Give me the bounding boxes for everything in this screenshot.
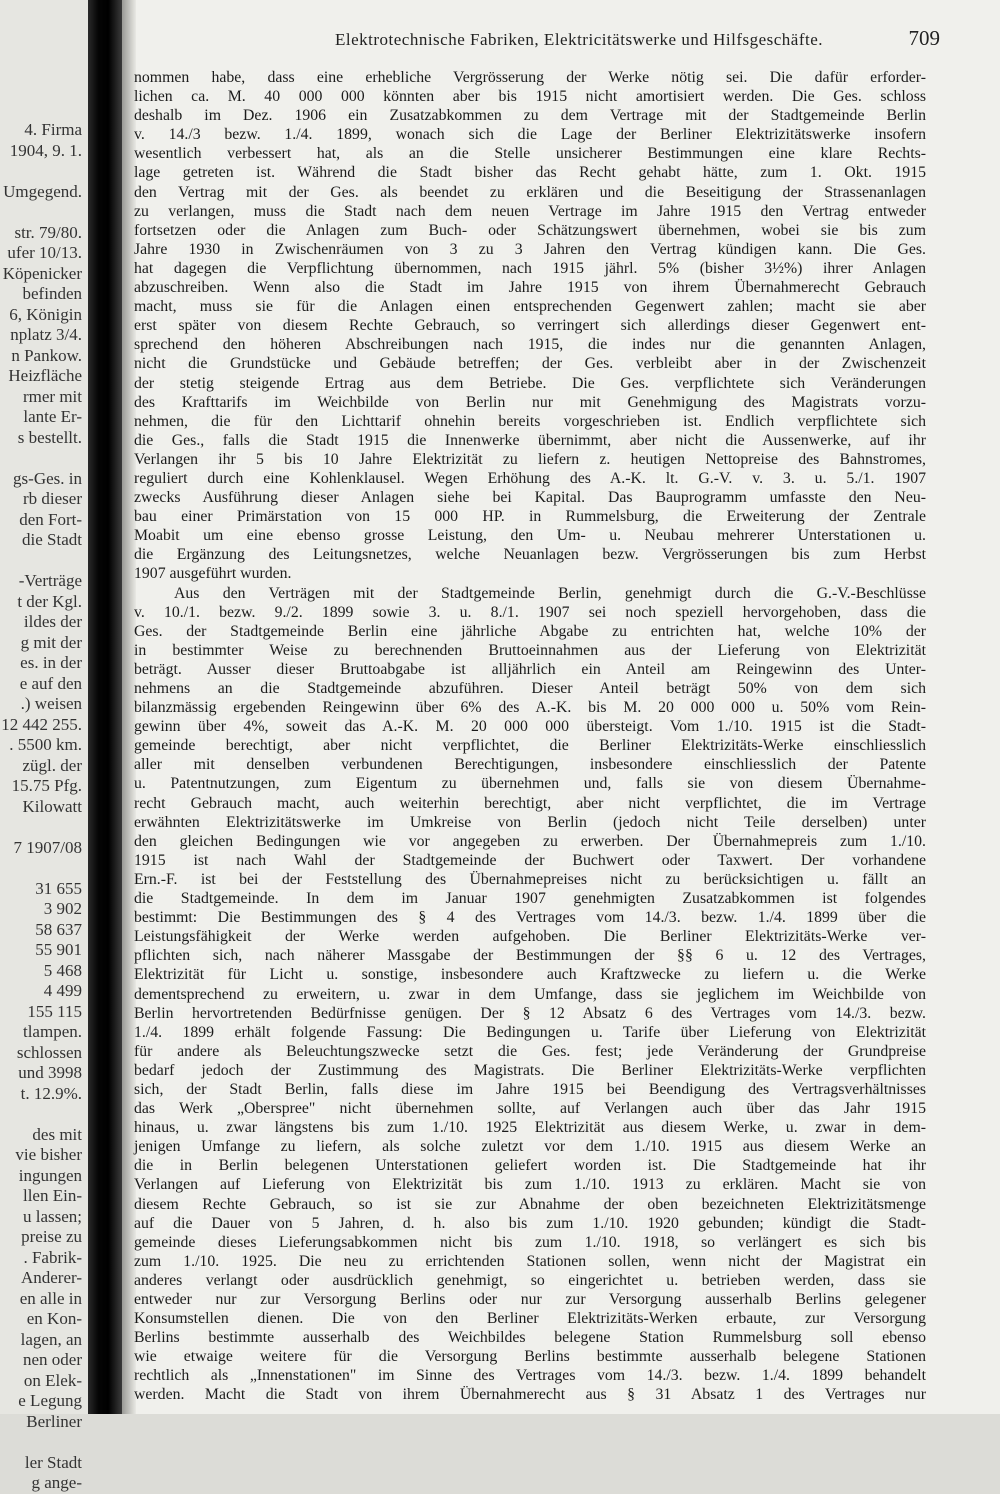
text-line: sich, der Stadt Berlin, falls diese im Jahre 1915 bei Beendigung des Vertragsverhältnisses [134,1080,926,1098]
text-line: das Werk „Oberspree" nicht übernehmen sollte, auf Verlangen auch über das Jahr 1915 [134,1100,926,1118]
text-line: wie etwaige weitere für die Versorgung Berlins bestimmte ausserhalb belegene Stationen [134,1348,926,1366]
previous-page-line: rmer mit [22,386,82,406]
text-line: sprechend den höheren Abschreibungen nach 1915, die indes nur die genannten Anlagen, [134,336,926,354]
text-line: pflichten sich, nach näherer Massgabe der Bestimmungen der §§ 6 u. 12 des Vertrages, [134,947,926,965]
text-line: Aus den Verträgen mit der Stadtgemeinde Berlin, genehmigt durch die G.-V.-Beschlüsse [174,584,926,602]
previous-page-line: lante Er- [23,407,82,426]
previous-page-line [1,1104,82,1125]
text-line: hinaus, u. zwar längstens bis zum 1./10. 1925 Elektrizität aus diesem Werke, u. zwar in dem- [134,1119,926,1137]
previous-page-line: en Kon- [26,1309,82,1328]
previous-page-line: Kilowatt [22,796,82,816]
previous-page-line: 5 468 [43,960,82,980]
previous-page-line [1,448,82,469]
previous-page-line: t. 12.9%. [20,1083,82,1103]
previous-page-line [1,1432,82,1453]
text-line: nommen habe, dass eine erhebliche Vergrösserung der Werke nötig sei. Die dafür erforder- [134,69,926,86]
previous-page-line: vie bisher [15,1145,82,1164]
previous-page-line: 6, Königin [9,304,82,324]
previous-page-line: ildes der [23,612,82,631]
previous-page-line: . 5500 km. [9,735,82,754]
previous-page-line: e Legung [18,1391,82,1410]
text-line: in bestimmter Weise zu berechnenden Bruttoeinnahmen aus der Lieferung von Elektrizität [134,641,926,659]
book-gutter [88,0,122,1414]
previous-page-line: befinden [22,284,82,303]
previous-page-line: g ange- [31,1473,82,1492]
previous-page-line: 4 499 [43,981,82,1000]
previous-page-line: preise zu [21,1227,82,1246]
text-line: bestimmt: Die Bestimmungen des § 4 des Vertrages vom 14./3. bezw. 1./4. 1899 über die [134,909,926,927]
text-line: nicht die Grundstücke und Gebäude betreffen; der Ges. verbleibt aber in der Zwischenzeit [134,355,926,373]
text-line: Jahre 1930 in Zwischenräumen von 3 zu 3 Jahren den Vertrag kündigen kann. Die Ges. [134,240,926,258]
previous-page-line: zügl. der [22,755,82,775]
text-line: Ges. der Stadtgemeinde Berlin eine jährliche Abgabe zu entrichten hat, welche 10% der [134,622,926,640]
text-line: abzuschreiben. Wenn also die Stadt im Jahre 1915 von ihrem Übernahmerecht Gebrauch [134,279,926,297]
previous-page-line: tlampen. [22,1022,82,1041]
previous-page-line: Heizfläche [8,366,82,385]
previous-page-line: nen oder [22,1350,82,1369]
text-line: Konsumstellen dienen. Die von den Berliner Elektrizitäts-Werken erbaute, zur Versorgung [134,1310,926,1328]
text-line: Ern.-F. ist bei der Feststellung des Übernahmepreises nicht zu berücksichtigen u. fällt an [134,870,926,888]
previous-page-line: gs-Ges. in [13,468,82,488]
text-line: v. 10./1. bezw. 9./2. 1899 sowie 3. u. 8./1. 1907 sei noch speziell hervorgehoben, dass die [134,603,926,621]
previous-page-line [1,551,82,572]
previous-page-line: ler Stadt [24,1452,82,1472]
text-line: entweder nur zur Versorgung Berlins oder nur zur Versorgung ausserhalb Berlins gelegener [134,1291,926,1308]
previous-page-fragment [0,0,88,1492]
previous-page-line: llen Ein- [22,1186,82,1205]
text-line: Berlin hervortretenden Bedürfnisse genügen. Der § 12 Absatz 6 des Vertrages vom 14./3. bezw. [134,1004,926,1022]
previous-page-line: g mit der [20,632,82,652]
text-line: der stetig steigende Ertrag aus dem Betriebe. Die Ges. verpflichtete sich Veränderungen [134,374,926,392]
previous-page-line [1,858,82,879]
text-line: gemeinde berechtigt, aber nicht verpflichtet, die Berliner Elektrizitäts-Werke einschliesslich [134,737,926,755]
text-line: bau einer Primärstation von 15 000 HP. in Rummelsburg, die Erweiterung der Zentrale [134,508,926,526]
text-line: rechtlich als „Innenstationen" im Sinne des Vertrages vom 14./3. bezw. 1./4. 1899 behandelt [134,1367,926,1385]
text-line: lichen ca. M. 40 000 000 könnten aber bis 1915 nicht amortisiert werden. Die Ges. schloss [134,88,926,106]
previous-page-line: 31 655 [35,878,82,898]
text-line: des Krafttarifs im Weichbilde von Berlin nur mit Genehmigung des Magistrats vorzu- [134,393,926,411]
previous-page-line: 1904, 9. 1. [9,140,82,160]
previous-page-text-column [1,120,82,1494]
text-line: gewinn über 4%, soweit das A.-K. M. 20 000 000 übersteigt. Vom 1./10. 1915 ist die Stadt- [134,718,926,736]
text-line: die Stadtgemeinde. In dem im Januar 1907 genehmigten Zusatzabkommen ist folgendes [134,890,926,908]
text-line: anderes verlangt oder ausdrücklich genehmigt, so eingerichtet u. betrieben werden, dass sie [134,1271,926,1289]
text-line: Verlangen ihr 5 bis 10 Jahre Elektrizität zu liefern z. heutigen Nettopreise des Bahnstromes, [134,450,926,468]
previous-page-line: schlossen [16,1042,82,1062]
text-line: den Vertrag mit der Ges. als beendet zu erklären und die Beseitigung der Strassenanlagen [134,183,926,201]
running-head: Elektrotechnische Fabriken, Elektricitätswerke und Hilfsgeschäfte. [334,30,824,49]
previous-page-line: es. in der [20,653,82,672]
previous-page-line: u lassen; [22,1206,82,1226]
text-line: wesentlich verbessert hat, als an die Stelle unsicherer Bestimmungen eine klare Rechts- [134,145,926,163]
text-line: u. Patentnutzungen, zum Eigentum zu übernehmen und, falls sie von diesem Übernahme- [134,775,926,793]
text-line: Moabit um eine ebenso grosse Leistung, den Um- u. Neubau mehrerer Unterstationen u. [134,527,926,545]
text-line: reguliert durch eine Kohlenklausel. Wegen Erhöhung des A.-K. lt. G.-V. v. 3. u. 5./1. 1907 [134,469,926,487]
text-line: lage getreten ist. Während die Stadt bisher das Recht gehabt hätte, zum 1. Okt. 1915 [134,164,926,182]
text-line: werden. Macht die Stadt von ihrem Übernahmerecht aus § 31 Absatz 1 des Vertrages nur [134,1386,926,1404]
previous-page-line: on Elek- [23,1370,82,1390]
text-line: dementsprechend zu erweitern, u. zwar in dem Umfange, dass sie jeglichem im Weichbilde von [134,985,926,1003]
text-line: diesem Rechte Gebrauch, so ist sie zur Abnahme der oben bezeichneten Elektrizitätsmenge [134,1195,926,1213]
previous-page-line: . Fabrik- [23,1247,82,1267]
previous-page-line [1,202,82,223]
previous-page-line: Berliner [26,1411,82,1431]
text-line: 1907 ausgeführt wurden. [134,565,292,583]
text-line: Elektrizität für Licht u. sonstige, insbesondere auch Kraftzwecke zu liefern u. die Werke [134,966,926,984]
text-line: 1./4. 1899 erhält folgende Fassung: Die Bedingungen u. Tarife über Lieferung von Elektrizität [134,1023,926,1041]
text-line: Berlins bestimmte ausserhalb des Weichbildes belegene Station Rummelsburg soll ebenso [134,1329,926,1347]
text-line: für andere als Beleuchtungszwecke setzt die Ges. fest; jede Veränderung der Grundpreise [134,1042,926,1060]
text-line: bilanzmässig ergebenden Reingewinn über 6% des A.-K. bis M. 20 000 000 u. 50% vom Rein- [134,699,926,717]
previous-page-line: des mit [32,1124,82,1144]
previous-page-line [1,817,82,838]
previous-page-line: 4. Firma [24,120,82,139]
text-line: zu verlangen, muss die Stadt nach dem neuen Vertrage im Jahre 1915 den Vertrag entweder [134,202,926,220]
text-line: fortsetzen oder die Anlagen zum Buch- oder Schätzungswert übernehmen, wobei sie bis zum [134,221,926,239]
previous-page-line: t der Kgl. [17,591,82,611]
page-number: 709 [908,26,940,50]
page [122,0,1000,1414]
body-text [134,68,926,1405]
text-line: nehmens an die Stadtgemeinde abzuführen. Dieser Anteil beträgt 50% von dem sich [134,680,926,697]
text-line: auf die Dauer von 5 Jahren, d. h. also bis zum 1./10. 1920 gebunden; kündigt die Stadt- [134,1214,926,1232]
previous-page-line: s bestellt. [17,427,82,447]
previous-page-line: Anderer- [20,1268,82,1287]
previous-page-line: nplatz 3/4. [10,325,82,344]
text-line: aller mit denselben verbundenen Berechtigungen, insbesondere einschliesslich der Patente [134,756,926,774]
text-line: macht, muss sie für die Anlagen einen entsprechenden Gegenwert zahlen; macht sie aber [134,298,926,316]
text-line: den gleichen Bedingungen wie vor angegeben zu erwerben. Der Übernahmepreis zum 1./10. [134,832,926,850]
text-line: bedarf jedoch der Zustimmung des Magistrats. Die Berliner Elektrizitäts-Werke verpflichten [134,1061,926,1079]
previous-page-line: ufer 10/13. [7,243,82,262]
previous-page-line: 7 1907/08 [13,837,82,857]
text-line: deshalb im Dez. 1906 ein Zusatzabkommen zu dem Vertrage mit der Stadtgemeinde Berlin [134,107,926,125]
previous-page-line: lagen, an [20,1329,82,1349]
previous-page-line: -Verträge [18,571,82,590]
previous-page-line: 3 902 [43,899,82,918]
text-line: nehmen, die für den Lichttarif ohnehin bereits vorgeschrieben ist. Endlich verpflichtete sich [134,412,926,430]
previous-page-line [1,161,82,182]
text-line: beträgt. Ausser dieser Bruttoabgabe ist alljährlich ein Anteil am Reingewinn des Unter- [134,660,926,678]
previous-page-line: und 3998 [18,1063,82,1082]
previous-page-line: n Pankow. [11,345,82,365]
text-line: die in Berlin belegenen Unterstationen geliefert worden ist. Die Stadtgemeinde hat ihr [134,1157,926,1175]
previous-page-line: Köpenicker [2,263,82,283]
text-line: die Ges., falls die Stadt 1915 die Innenwerke übernimmt, aber nicht die Aussenwerke, auf ihr [134,431,926,449]
text-line: erst später von diesem Rechte Gebrauch, so verringert sich allerdings dieser Gegenwert ent- [134,317,926,335]
previous-page-line: 55 901 [35,940,82,959]
text-line: v. 14./3 bezw. 1./4. 1899, wonach sich die Lage der Berliner Elektrizitätswerke insofern [134,126,926,144]
previous-page-line: 155 115 [27,1001,82,1021]
previous-page-line: rb dieser [22,489,82,508]
text-line: Verlangen auf Lieferung von Elektrizität bis zum 1./10. 1913 zu erklären. Macht sie von [134,1176,926,1194]
previous-page-line: .) weisen [20,694,82,713]
previous-page-line: str. 79/80. [14,222,82,242]
text-line: zum 1./10. 1925. Die neu zu errichtenden Stationen sollen, wenn nicht der Magistrat ein [134,1252,926,1270]
previous-page-line: den Fort- [19,509,82,529]
text-line: erwähnten Elektrizitätswerke im Umkreise von Berlin (jedoch nicht Teile derselben) unter [134,813,926,831]
previous-page-line: en alle in [19,1288,82,1308]
text-line: Leistungsfähigkeit der Werke werden aufgehoben. Die Berliner Elektrizitäts-Werke ver- [134,928,926,946]
previous-page-line: ingungen [18,1165,82,1185]
text-line: jenigen Umfange zu liefern, als solche zuletzt vor dem 1./10. 1915 aus diesem Werke an [134,1138,926,1156]
previous-page-line: 15.75 Pfg. [11,776,82,795]
previous-page-line: 58 637 [35,919,82,939]
previous-page-line: die Stadt [22,530,82,549]
text-line: gemeinde dieses Lieferungsabkommen nicht bis zum 1./10. 1918, so verlängert es sich bis [134,1233,926,1251]
previous-page-line: Umgegend. [3,181,82,201]
text-line: hat dagegen die Verpflichtung übernommen, nach 1915 jährl. 5% (bisher 3½%) ihrer Anlagen [134,259,926,277]
text-line: 1915 ist nach Wahl der Stadtgemeinde der Buchwert oder Taxwert. Der vorhandene [134,851,926,869]
text-line: zwecks Ausführung dieser Anlagen siehe bei Kapital. Das Bauprogramm umfasste den Neu- [134,489,926,507]
previous-page-line: e auf den [19,673,82,693]
text-line: recht Gebrauch macht, auch weiterhin berechtigt, aber nicht verpflichtet, die im Vertrage [134,794,926,812]
text-line: die Ergänzung des Leitungsnetzes, welche Neuanlagen bezw. Vergrösserungen bis zum Herbst [134,546,926,564]
previous-page-line: 12 442 255. [1,714,82,734]
